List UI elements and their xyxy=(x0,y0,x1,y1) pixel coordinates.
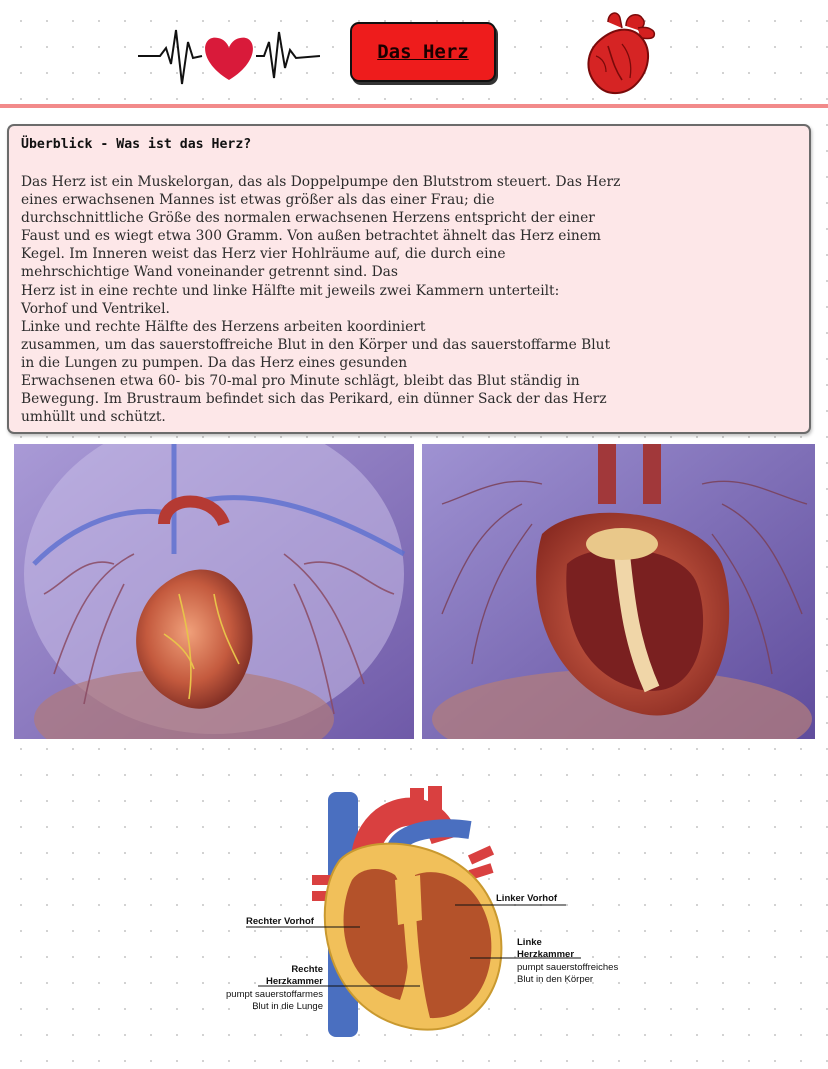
label-right-ventricle-desc-2: Blut in die Lunge xyxy=(252,1001,323,1012)
overview-box xyxy=(7,124,811,434)
label-left-ventricle-1: Linke xyxy=(517,937,542,948)
label-right-ventricle-1: Rechte xyxy=(291,964,323,975)
overview-line: umhüllt und schützt. xyxy=(21,409,166,426)
overview-line: in die Lungen zu pumpen. Da das Herz eines gesunden xyxy=(21,354,408,371)
overview-line: Bewegung. Im Brustraum befindet sich das Perikard, ein dünner Sack der das Herz xyxy=(21,391,607,408)
page-header xyxy=(0,0,828,104)
label-right-ventricle-desc-1: pumpt sauerstoffarmes xyxy=(226,989,323,1000)
overview-line: Herz ist in eine rechte und linke Hälfte mit jeweils zwei Kammern unterteilt: xyxy=(21,282,560,299)
overview-line: Erwachsenen etwa 60- bis 70-mal pro Minute schlägt, bleibt das Blut ständig in xyxy=(21,373,580,390)
heart-cross-section-image xyxy=(422,444,815,739)
overview-line: Das Herz ist ein Muskelorgan, das als Doppelpumpe den Blutstrom steuert. Das Herz xyxy=(21,174,621,190)
overview-line: mehrschichtige Wand voneinander getrennt sind. Das xyxy=(21,264,398,281)
overview-line: Linke und rechte Hälfte des Herzens arbeiten koordiniert xyxy=(21,318,426,335)
overview-line: zusammen, um das sauerstoffreiche Blut in den Körper und das sauerstoffarme Blut xyxy=(21,336,611,353)
overview-line: eines erwachsenen Mannes ist etwas größer als das einer Frau; die xyxy=(21,192,495,209)
heart-anatomy-diagram xyxy=(200,780,640,1050)
label-right-ventricle-2: Herzkammer xyxy=(265,976,323,987)
heart-in-chest-image xyxy=(14,444,414,739)
overview-line: Faust und es wiegt etwa 300 Gramm. Von außen betrachtet ähnelt das Herz einem xyxy=(21,228,601,245)
heartbeat-pulse-icon xyxy=(138,12,320,92)
anatomical-heart-icon xyxy=(578,6,664,98)
label-right-atrium: Rechter Vorhof xyxy=(246,916,314,927)
overview-line: Kegel. Im Inneren weist das Herz vier Hohlräume auf, die durch eine xyxy=(21,246,506,263)
overview-line: durchschnittliche Größe des normalen erwachsenen Herzens entspricht der einer xyxy=(21,210,595,227)
header-divider xyxy=(0,104,828,108)
overview-heading: Überblick - Was ist das Herz? xyxy=(21,137,252,152)
overview-text xyxy=(21,173,797,426)
page-title: Das Herz xyxy=(377,41,469,63)
label-left-atrium: Linker Vorhof xyxy=(496,893,558,904)
label-left-ventricle-desc-1: pumpt sauerstoffreiches xyxy=(517,962,619,973)
overview-line: Vorhof und Ventrikel. xyxy=(21,300,170,317)
label-left-ventricle-2: Herzkammer xyxy=(517,949,575,960)
label-left-ventricle-desc-2: Blut in den Körper xyxy=(517,974,594,985)
title-button[interactable] xyxy=(350,22,496,82)
